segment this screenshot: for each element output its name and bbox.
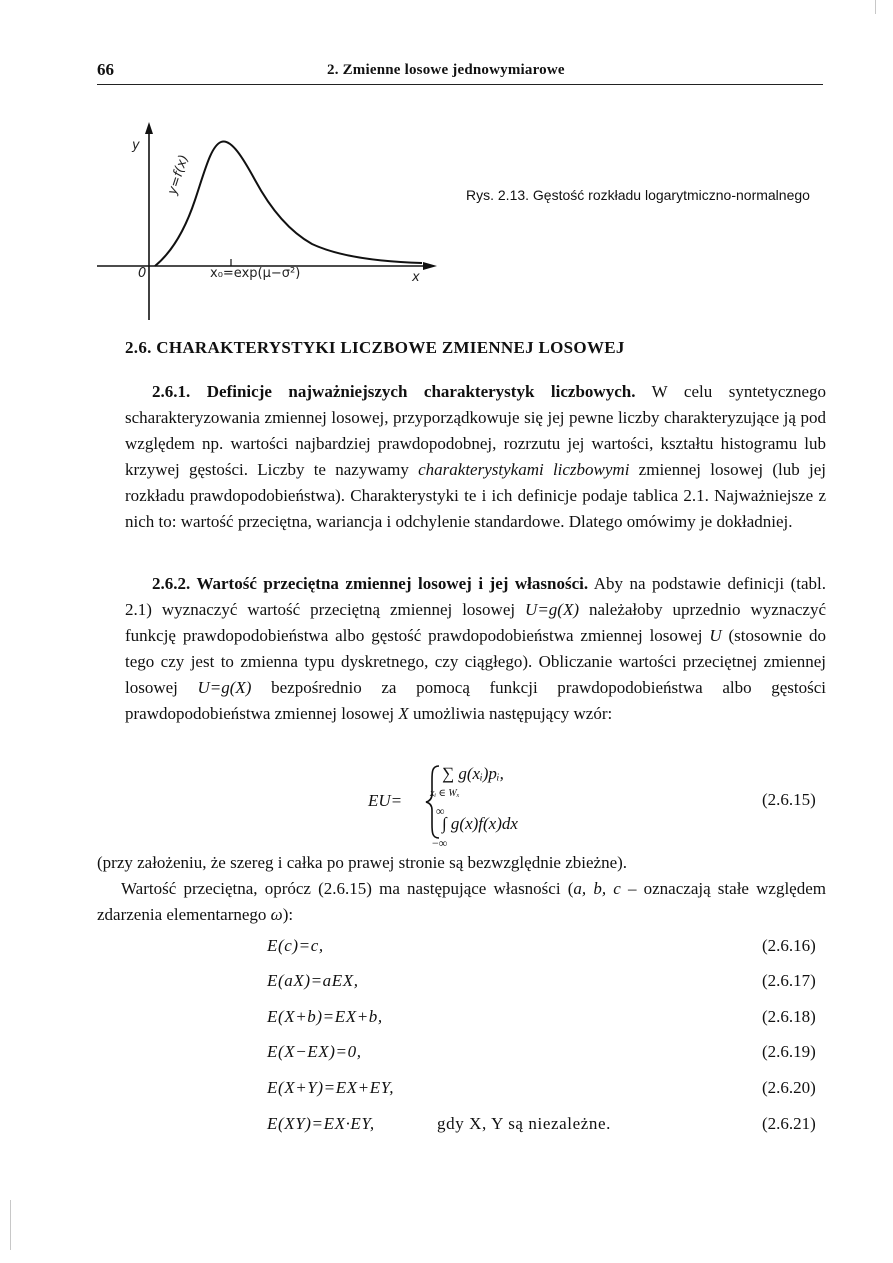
density-curve: [155, 141, 422, 266]
text: Wartość przeciętna, oprócz (2.6.15) ma następujące własności (: [121, 879, 574, 898]
equation-number: (2.6.20): [762, 1078, 816, 1097]
text: – oznaczają stałe względem zdarzenia elementarnego: [97, 879, 826, 924]
page-edge-left: [10, 1200, 11, 1250]
equation-expression: E(aX)=aEX,: [267, 971, 359, 990]
text: należałoby uprzednio wyznaczyć funkcję prawdopodobieństwa albo gęstość prawdopodobieństwa zmiennej losowej: [125, 600, 826, 645]
sum-expression: ∑ g(xᵢ)pᵢ,: [442, 764, 504, 783]
equation-row: [267, 1114, 827, 1138]
sum-subscript: xᵢ ∈ Wₓ: [430, 788, 460, 799]
equation-number: (2.6.19): [762, 1042, 816, 1061]
text: umożliwia następujący wzór:: [408, 704, 613, 723]
equation-expression: E(X+b)=EX+b,: [267, 1007, 383, 1026]
figure-caption: Rys. 2.13. Gęstość rozkładu logarytmiczno-normalnego: [466, 187, 810, 203]
inline-math: a, b, c: [573, 879, 621, 898]
equation-number: (2.6.18): [762, 1007, 816, 1026]
text: (stosownie do tego czy jest to zmienna typu dyskretnego, czy ciągłego). Obliczanie wartości przeciętnej zmiennej losowej: [125, 626, 826, 697]
equation-number: (2.6.16): [762, 936, 816, 955]
text: W celu syntetycznego scharakteryzowania zmiennej losowej, przyporządkowuje się jej pewne liczby charakteryzujące ją pod względem np. wartości najbardziej prawdopodobnej, rozrzutu jej wartości, kształtu histogramu lub krzywej gęstości. Liczby te nazywamy: [125, 382, 826, 479]
y-axis-label: y: [132, 138, 140, 153]
italic-term: charakterystykami liczbowymi: [418, 460, 630, 479]
integral-upper-limit: ∞: [436, 804, 445, 818]
equation-expression: E(X+Y)=EX+EY,: [267, 1078, 395, 1097]
paragraph-definitions: [125, 379, 826, 535]
inline-math: U=g(X): [525, 600, 580, 619]
section-title: 2.6. CHARAKTERYSTYKI LICZBOWE ZMIENNEJ LOSOWEJ: [125, 338, 625, 357]
density-figure: [97, 120, 437, 320]
text: Aby na podstawie definicji (tabl. 2.1) wyznaczyć wartość przeciętną zmiennej losowej: [125, 574, 826, 619]
equation-row: [267, 936, 827, 960]
inline-math: X: [398, 704, 409, 723]
equation-number: (2.6.17): [762, 971, 816, 990]
equation-row: [267, 971, 827, 995]
equation-number: (2.6.15): [762, 790, 816, 809]
equation-condition: gdy X, Y są niezależne.: [437, 1114, 611, 1133]
y-axis-arrow: [145, 122, 153, 134]
equation-row: [267, 1007, 827, 1031]
inline-math: U: [709, 626, 722, 645]
page-number: 66: [97, 60, 114, 79]
formula-lhs: EU=: [368, 791, 403, 810]
left-brace: [424, 764, 442, 840]
paragraph-expected-value: [125, 571, 826, 727]
text: bezpośrednio za pomocą funkcji prawdopodobieństwa albo gęstości prawdopodobieństwa zmiennej losowej: [125, 678, 826, 723]
x-axis-label: x: [412, 270, 420, 285]
integral-expression: ∫ g(x)f(x)dx: [442, 814, 518, 833]
page-header: [97, 56, 823, 85]
paragraph-properties-intro: [97, 876, 826, 928]
formula-2-6-15: [368, 764, 608, 850]
paragraph-assumption: (przy założeniu, że szereg i całka po prawej stronie są bezwzględnie zbieżne).: [97, 853, 628, 872]
equation-expression: E(XY)=EX·EY,: [267, 1114, 375, 1133]
subsection-heading-2-6-2: 2.6.2. Wartość przeciętna zmiennej losowej i jej własności.: [152, 574, 589, 593]
x-axis-arrow: [423, 262, 437, 270]
equation-number: (2.6.21): [762, 1114, 816, 1133]
x0-label: x₀=exp(μ−σ²): [210, 266, 301, 281]
equation-row: [267, 1078, 827, 1102]
subsection-heading-2-6-1: 2.6.1. Definicje najważniejszych charakterystyk liczbowych.: [152, 382, 636, 401]
text: ):: [282, 905, 294, 924]
inline-math: ω: [270, 905, 283, 924]
origin-label: 0: [138, 266, 147, 281]
inline-math: U=g(X): [197, 678, 252, 697]
equation-expression: E(c)=c,: [267, 936, 324, 955]
running-head: 2. Zmienne losowe jednowymiarowe: [327, 62, 565, 78]
integral-lower-limit: −∞: [432, 836, 448, 850]
equation-row: [267, 1042, 827, 1066]
equation-expression: E(X−EX)=0,: [267, 1042, 362, 1061]
lognormal-density-plot: [97, 120, 437, 320]
page-edge-right: [875, 0, 876, 14]
curve-label: y=f(x): [165, 153, 192, 197]
text: zmiennej losowej (lub jej rozkładu prawdopodobieństwa). Charakterystyki te i ich definicje podaje tablica 2.1. Najważniejsze z nich to: wartość przeciętna, wariancja i odchylenie standardowe. Dlatego omówimy je dokładniej.: [125, 460, 826, 531]
